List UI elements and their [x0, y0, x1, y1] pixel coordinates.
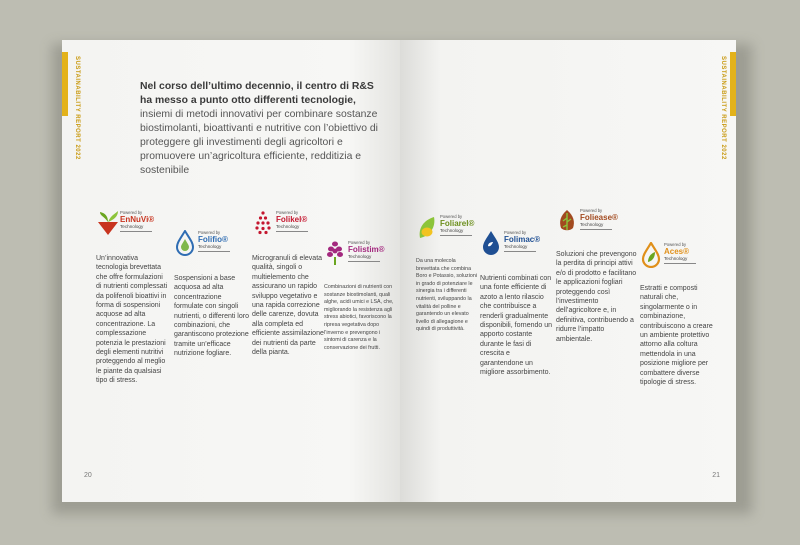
folistim-description: Combinazioni di nutrienti con sostanze biostimolanti, quali alghe, acidi umici e LSA, che, migliorando la resistenza agli stress abiotici, favoriscono la ripresa vegetativa dopo l’inverno e prevengono i sintomi di carenza e la conservazione dei frutti. [324, 284, 394, 351]
gold-accent-bar [730, 52, 736, 116]
right-page [400, 40, 736, 502]
logo-underline [348, 261, 380, 262]
powered-by: Powered by [664, 242, 687, 247]
page-number: 21 [712, 472, 720, 479]
tech-label: Technology [120, 224, 144, 229]
powered-by: Powered by [504, 230, 527, 235]
logo-underline [120, 231, 152, 232]
blue-drop-icon [480, 230, 502, 256]
foliease-logo [556, 206, 618, 238]
left-page [62, 40, 400, 502]
flower-icon [324, 240, 346, 266]
folistim-logo [324, 238, 385, 270]
intro-bold: Nel corso dell’ultimo decennio, il centro di R&S ha messo a punto otto differenti tecnologie, [140, 81, 374, 106]
tech-name: EnNuVi® [120, 215, 155, 224]
tech-name: Folistim® [348, 245, 385, 254]
tech-label: Technology [348, 254, 372, 259]
tech-name: Folikel® [276, 215, 308, 224]
foliease-description: Soluzioni che prevengono la perdita di principi attivi e/o di prodotto e facilitano le applicazioni fogliari proteggendo così l’investimento dell’agricoltore e, in definitiva, contribuendo a ridurre l’impatto ambientale. [556, 251, 637, 343]
tech-name: Foliarel® [440, 219, 475, 228]
intro-paragraph [140, 80, 380, 178]
tech-label: Technology [276, 224, 300, 229]
tech-label: Technology [198, 244, 222, 249]
aces-description: Estratti e composti naturali che, singolarmente o in combinazione, contribuiscono a creare un ambiente protettivo attorno alla coltura mettendola in una posizione migliore per combattere diverse tipologie di stress. [640, 285, 713, 387]
folimac-description: Nutrienti combinati con una fonte efficiente di azoto a lento rilascio che contribuisce a renderli gradualmente disponibili, fornendo un apporto costante durante le fasi di crescita e garantendone un migliore assorbimento. [480, 275, 552, 377]
tech-label: Technology [580, 222, 604, 227]
tech-name: Folimac® [504, 235, 541, 244]
folifio-description: Sospensioni a base acquosa ad alta concentrazione formulate con singoli nutrienti, o differenti loro combinazioni, che garantiscono protezione tramite un’efficace nutrizione fogliare. [174, 275, 249, 358]
folikel-description: Microgranuli di elevata qualità, singoli o multielemento che assicurano un rapido sviluppo vegetativo e una rapida correzione delle carenze, dovuta alla completa ed efficiente assimilazione dei nutrienti da parte della pianta. [252, 255, 324, 357]
foliarel-logo [416, 212, 475, 244]
powered-by: Powered by [440, 214, 463, 219]
logo-underline [198, 251, 230, 252]
gold-accent-bar [62, 52, 68, 116]
spine-label: SUSTAINABILITY REPORT 2022 [74, 56, 80, 160]
tech-name: Foliease® [580, 213, 618, 222]
folifio-logo [174, 228, 230, 260]
orange-drop-icon [640, 242, 662, 268]
folimac-logo [480, 228, 541, 260]
enuvi-icon [96, 210, 120, 236]
page-number: 20 [84, 472, 92, 479]
tech-label: Technology [440, 228, 464, 233]
powered-by: Powered by [198, 230, 221, 235]
logo-underline [276, 231, 308, 232]
intro-rest: insiemi di metodi innovativi per combinare sostanze biostimolanti, bioattivanti e nutritive con l’obiettivo di proteggere gli investimenti degli agricoltori e promuovere un’agricoltura efficiente, redditizia e sostenibile [140, 109, 378, 176]
enuvi-logo [96, 208, 155, 240]
lemon-leaf-icon [416, 214, 438, 240]
water-drop-icon [174, 230, 196, 256]
powered-by: Powered by [120, 210, 143, 215]
aces-logo [640, 240, 696, 272]
tech-label: Technology [664, 256, 688, 261]
powered-by: Powered by [348, 240, 371, 245]
leaf-icon [556, 208, 578, 234]
powered-by: Powered by [580, 208, 603, 213]
enuvi-description: Un’innovativa tecnologia brevettata che offre formulazioni di nutrienti complessati da polifenoli bioattivi in forma di sospensioni acquose ad alta concentrazione. La complessazione potenzia le prestazioni degli elementi nutritivi proteggendo al meglio le piante da qualsiasi tipo di stress. [96, 255, 168, 385]
foliarel-description: Da una molecola brevettata che combina Boro e Potassio, soluzioni in grado di potenziare le sinergia tra i differenti nutrienti, sviluppando la vitalità del polline e garantendo un elevato livello di allegagione e quindi di produttività. [416, 258, 477, 333]
logo-underline [440, 235, 472, 236]
tech-label: Technology [504, 244, 528, 249]
logo-underline [580, 229, 612, 230]
folikel-logo [252, 208, 308, 240]
granule-drop-icon [252, 210, 274, 236]
logo-underline [504, 251, 536, 252]
logo-underline [664, 263, 696, 264]
powered-by: Powered by [276, 210, 299, 215]
tech-name: Folifio® [198, 235, 228, 244]
spine-label: SUSTAINABILITY REPORT 2022 [720, 56, 726, 160]
tech-name: Aces® [664, 247, 690, 256]
